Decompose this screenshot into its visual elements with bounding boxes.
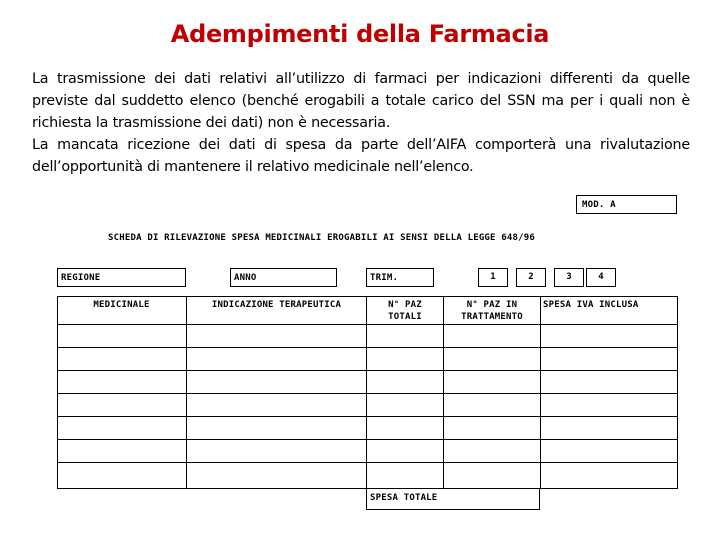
- column-header-line: N° PAZ IN: [466, 300, 518, 310]
- regione-field[interactable]: [57, 268, 186, 287]
- quarter-1-label: 1: [490, 272, 496, 282]
- spesa-totale-box[interactable]: [366, 488, 540, 510]
- column-header-paz-trattamento: [444, 299, 540, 323]
- mod-label: MOD. A: [582, 200, 616, 210]
- column-header-line: INDICAZIONE TERAPEUTICA: [211, 300, 342, 310]
- paragraph-2: La mancata ricezione dei dati di spesa da parte dell’AIFA comporterà una rivalutazione dell’opportunità di mantenere il relativo medicinale nell’elenco.: [32, 137, 690, 175]
- quarter-4-box[interactable]: [586, 268, 616, 287]
- mod-box: [576, 195, 677, 214]
- quarter-3-box[interactable]: [554, 268, 584, 287]
- anno-label: ANNO: [234, 273, 257, 283]
- column-header-medicinale: [57, 299, 186, 311]
- column-header-line: SPESA IVA INCLUSA: [543, 300, 639, 310]
- regione-label: REGIONE: [61, 273, 101, 283]
- row-divider: [57, 416, 678, 417]
- anno-field[interactable]: [230, 268, 337, 287]
- row-divider: [57, 347, 678, 348]
- paragraph-1: La trasmissione dei dati relativi all’utilizzo di farmaci per indicazioni differenti da quelle previste dal suddetto elenco (benché erogabili a totale carico del SSN ma per i quali non è richiesta la trasmissione dei dati) non è necessaria.: [32, 71, 690, 131]
- column-header-line: MEDICINALE: [93, 300, 150, 310]
- body-text: [32, 68, 690, 178]
- column-header-line: N° PAZ: [388, 300, 422, 310]
- quarter-2-box[interactable]: [516, 268, 546, 287]
- trim-label: TRIM.: [370, 273, 399, 283]
- row-divider: [57, 462, 678, 463]
- column-header-indicazione: [187, 299, 366, 311]
- column-header-paz-totali: [367, 299, 443, 323]
- row-divider: [57, 393, 678, 394]
- spesa-totale-label: SPESA TOTALE: [370, 493, 438, 503]
- quarter-4-label: 4: [598, 272, 604, 282]
- quarter-2-label: 2: [528, 272, 534, 282]
- row-divider: [57, 370, 678, 371]
- quarter-1-box[interactable]: [478, 268, 508, 287]
- column-header-line: TOTALI: [388, 312, 422, 322]
- form-title: SCHEDA DI RILEVAZIONE SPESA MEDICINALI EROGABILI AI SENSI DELLA LEGGE 648/96: [108, 233, 536, 243]
- quarter-3-label: 3: [566, 272, 572, 282]
- column-header-line: TRATTAMENTO: [461, 312, 523, 322]
- data-table: [57, 296, 678, 510]
- page-title: Adempimenti della Farmacia: [170, 20, 550, 48]
- row-divider: [57, 439, 678, 440]
- row-divider: [57, 324, 678, 325]
- trim-field[interactable]: [366, 268, 434, 287]
- column-header-spesa: [541, 299, 680, 311]
